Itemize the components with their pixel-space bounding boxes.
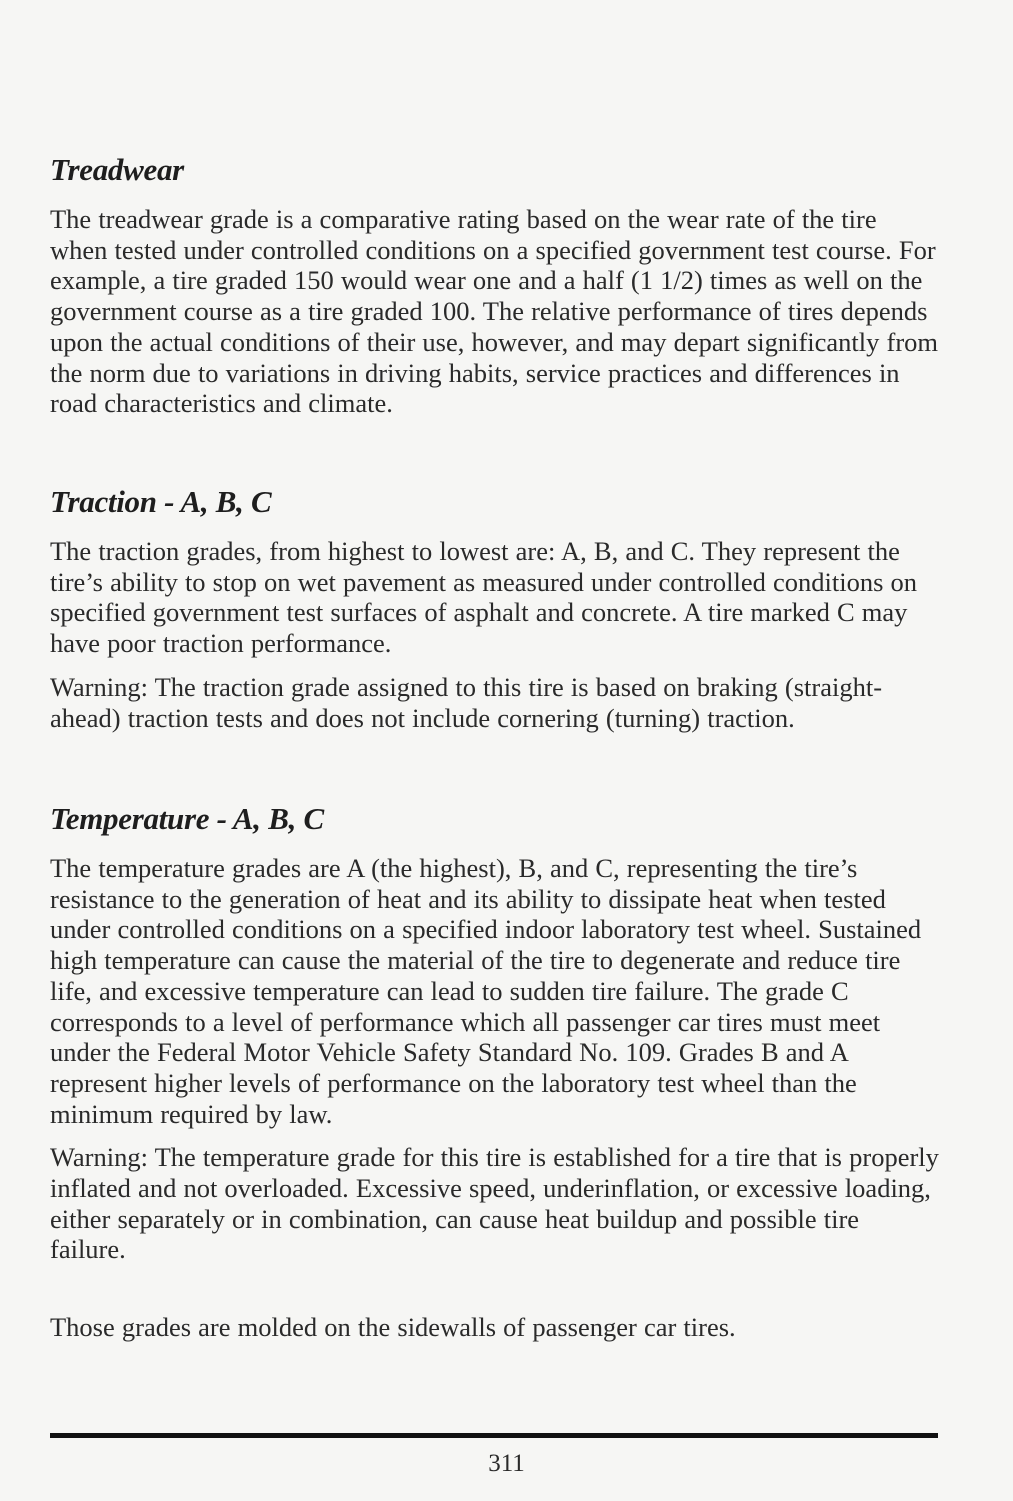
paragraph-treadwear: The treadwear grade is a comparative rating based on the wear rate of the tire when tested under controlled conditions on a specified government test course. For example, a tire graded 150 would wear one and a half (1 1/2) times as well on the government course as a tire graded 100. The relative performance of tires depends upon the actual conditions of their use, however, and may depart significantly from the norm due to variations in driving habits, service practices and differences in road characteristics and climate. — [50, 204, 939, 419]
heading-traction: Traction - A, B, C — [50, 484, 272, 519]
paragraph-temperature: The temperature grades are A (the highest), B, and C, representing the tire’s resistance to the generation of heat and its ability to dissipate heat when tested under controlled conditions on a specified indoor laboratory test wheel. Sustained high temperature can cause the material of the tire to degenerate and reduce tire life, and excessive temperature can lead to sudden tire failure. The grade C corresponds to a level of performance which all passenger car tires must meet under the Federal Motor Vehicle Safety Standard No. 109. Grades B and A represent higher levels of performance on the laboratory test wheel than the minimum required by law. — [50, 853, 922, 1129]
footer-rule — [50, 1433, 938, 1438]
heading-temperature: Temperature - A, B, C — [50, 801, 324, 836]
warning-traction: Warning: The traction grade assigned to this tire is based on braking (straight-ahead) traction tests and does not include cornering (turning) traction. — [50, 671, 883, 733]
section-traction — [50, 482, 940, 733]
paragraph-traction: The traction grades, from highest to lowest are: A, B, and C. They represent the tire’s ability to stop on wet pavement as measured under controlled conditions on specified government test surfaces of asphalt and concrete. A tire marked C may have poor traction performance. — [50, 536, 918, 659]
section-temperature — [50, 799, 940, 1265]
page-number: 311 — [488, 1450, 525, 1477]
warning-temperature: Warning: The temperature grade for this tire is established for a tire that is properly inflated and not overloaded. Excessive speed, underinflation, or excessive loading, either separately or in combination, can cause heat buildup and possible tire failure. — [50, 1142, 939, 1265]
section-treadwear — [50, 150, 940, 419]
heading-treadwear: Treadwear — [50, 152, 184, 187]
closing-paragraph: Those grades are molded on the sidewalls of passenger car tires. — [50, 1312, 736, 1342]
manual-page — [50, 0, 940, 1501]
